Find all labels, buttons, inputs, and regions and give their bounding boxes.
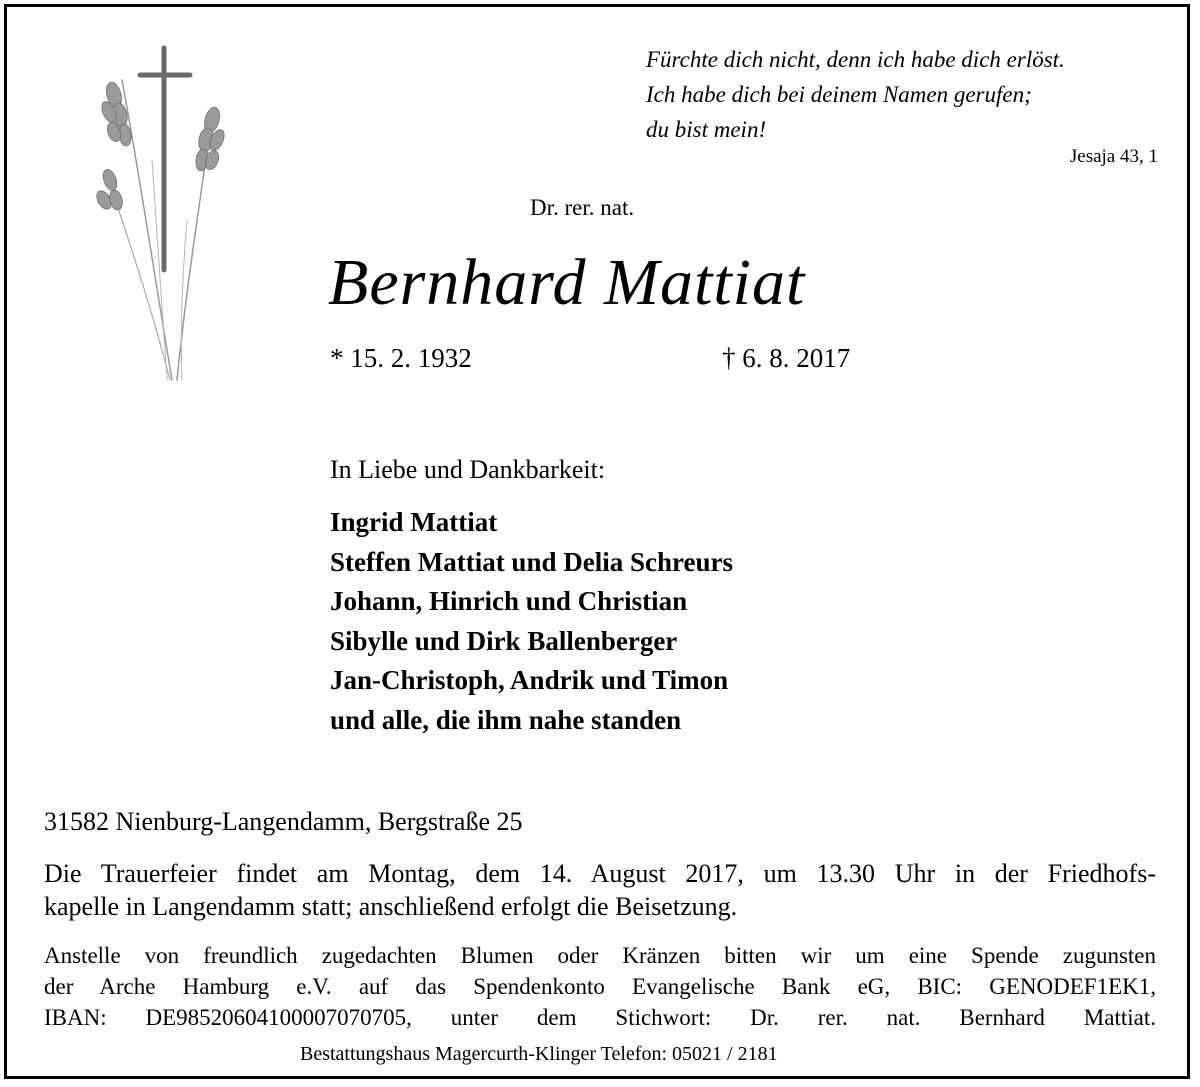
mourning-intro: In Liebe und Dankbarkeit: bbox=[330, 455, 606, 484]
family-address: 31582 Nienburg-Langendamm, Bergstraße 25 bbox=[44, 807, 523, 836]
cross-with-wheat-icon bbox=[92, 40, 232, 385]
bible-verse bbox=[646, 42, 1065, 147]
verse-reference: Jesaja 43, 1 bbox=[1069, 146, 1158, 167]
mourner-line: und alle, die ihm nahe standen bbox=[330, 704, 682, 735]
mourner-line: Johann, Hinrich und Christian bbox=[330, 586, 688, 616]
mourner-line: Jan-Christoph, Andrik und Timon bbox=[330, 665, 729, 695]
death-date: † 6. 8. 2017 bbox=[722, 343, 851, 373]
verse-line: du bist mein! bbox=[646, 117, 767, 142]
mourners-list bbox=[330, 503, 733, 740]
funeral-home: Bestattungshaus Magercurth-Klinger Telefon: 05021 / 2181 bbox=[300, 1043, 778, 1065]
ceremony-line: Die Trauerfeier findet am Montag, dem 14. August 2017, um 13.30 Uhr in der Friedhofs- bbox=[44, 859, 1156, 888]
donation-line: IBAN: DE98520604100007070705, unter dem Stichwort: Dr. rer. nat. Bernhard Mattiat. bbox=[44, 1005, 1156, 1030]
donation-text bbox=[44, 940, 1156, 1033]
mourner-line: Sibylle und Dirk Ballenberger bbox=[330, 625, 678, 656]
academic-title: Dr. rer. nat. bbox=[530, 195, 635, 220]
deceased-name: Bernhard Mattiat bbox=[328, 246, 806, 319]
birth-date: * 15. 2. 1932 bbox=[330, 343, 472, 373]
ceremony-text bbox=[44, 857, 1156, 923]
mourner-line: Steffen Mattiat und Delia Schreurs bbox=[330, 546, 733, 577]
mourner-line: Ingrid Mattiat bbox=[330, 507, 498, 537]
ceremony-line: kapelle in Langendamm statt; anschließend erfolgt die Beisetzung. bbox=[44, 892, 738, 921]
verse-line: Fürchte dich nicht, denn ich habe dich erlöst. bbox=[646, 47, 1065, 72]
verse-line: Ich habe dich bei deinem Namen gerufen; bbox=[646, 82, 1032, 107]
donation-line: der Arche Hamburg e.V. auf das Spendenkonto Evangelische Bank eG, BIC: GENODEF1EK1, bbox=[44, 974, 1156, 999]
donation-line: Anstelle von freundlich zugedachten Blumen oder Kränzen bitten wir um eine Spende zugunsten bbox=[44, 943, 1156, 968]
